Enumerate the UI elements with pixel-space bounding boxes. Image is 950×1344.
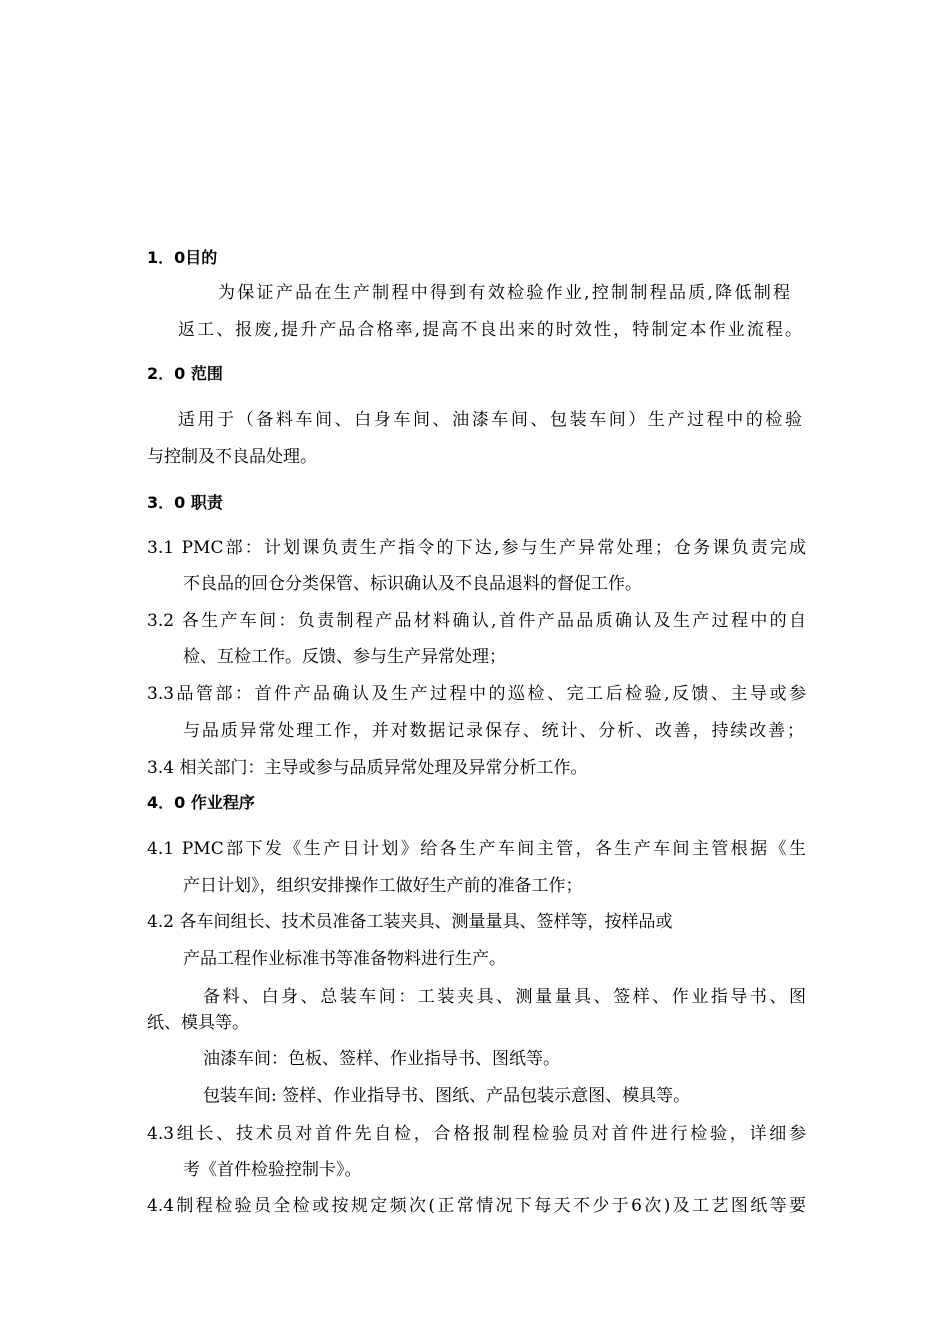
list-item: 4.3组长、技术员对首件先自检，合格报制程检验员对首件进行检验，详细参 <box>147 1124 806 1144</box>
list-item: 3.3品管部：首件产品确认及生产过程中的巡检、完工后检验,反馈、主导或参 <box>147 684 806 704</box>
paragraph-line: 为保证产品在生产制程中得到有效检验作业,控制制程品质,降低制程 <box>218 283 790 303</box>
section-heading-purpose: 1．0目的 <box>147 248 218 267</box>
paragraph-line: 包装车间: 签样、作业指导书、图纸、产品包装示意图、模具等。 <box>203 1086 691 1106</box>
paragraph-line: 与控制及不良品处理。 <box>147 447 317 467</box>
paragraph-line: 备料、白身、总装车间：工装夹具、测量量具、签样、作业指导书、图 <box>203 987 806 1007</box>
list-item-continuation: 与品质异常处理工作，并对数据记录保存、统计、分析、改善，持续改善； <box>183 721 804 741</box>
paragraph-line: 适用于（备料车间、白身车间、油漆车间、包装车间）生产过程中的检验 <box>178 410 802 430</box>
list-item-continuation: 产品工程作业标准书等准备物料进行生产。 <box>183 949 506 969</box>
paragraph-line: 纸、模具等。 <box>147 1013 249 1033</box>
list-item: 3.1 PMC部：计划课负责生产指令的下达,参与生产异常处理；仓务课负责完成 <box>147 538 806 558</box>
list-item: 3.2 各生产车间：负责制程产品材料确认,首件产品品质确认及生产过程中的自 <box>147 611 806 631</box>
list-item-continuation: 不良品的回仓分类保管、标识确认及不良品退料的督促工作。 <box>183 574 642 594</box>
list-item-continuation: 产日计划》，组织安排操作工做好生产前的准备工作； <box>183 876 583 896</box>
list-item: 4.4制程检验员全检或按规定频次(正常情况下每天不少于6次)及工艺图纸等要 <box>147 1196 806 1216</box>
list-item-continuation: 考《首件检验控制卡》。 <box>183 1160 362 1180</box>
section-heading-responsibilities: 3．0 职责 <box>147 493 223 512</box>
section-heading-scope: 2．0 范围 <box>147 364 223 383</box>
list-item: 4.2 各车间组长、技术员准备工装夹具、测量量具、签样等，按样品或 <box>147 912 673 932</box>
list-item: 3.4 相关部门：主导或参与品质异常处理及异常分析工作。 <box>147 758 588 778</box>
list-item: 4.1 PMC部下发《生产日计划》给各生产车间主管，各生产车间主管根据《生 <box>147 839 806 859</box>
list-item-continuation: 检、互检工作。反馈、参与生产异常处理； <box>183 647 506 667</box>
section-heading-procedure: 4．0 作业程序 <box>147 793 255 812</box>
paragraph-line: 返工、报废,提升产品合格率,提高不良出来的时效性，特制定本作业流程。 <box>178 320 802 340</box>
paragraph-line: 油漆车间：色板、签样、作业指导书、图纸等。 <box>203 1049 560 1069</box>
